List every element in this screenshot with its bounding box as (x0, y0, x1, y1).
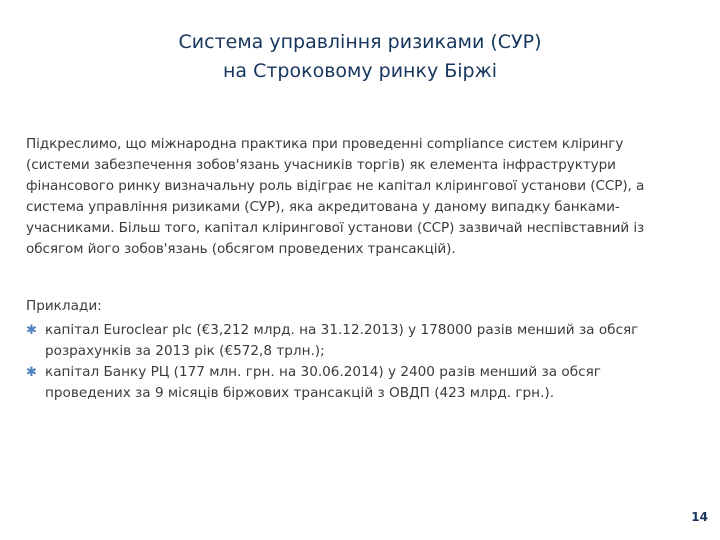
slide-title (60, 28, 660, 86)
paragraph-line: система управління ризиками (СУР), яка акредитована у даному випадку банками- (26, 199, 620, 215)
list-item (26, 362, 698, 404)
paragraph-line: Підкреслимо, що міжнародна практика при проведенні compliance систем клірингу (26, 136, 624, 152)
list-item-line-2: розрахунків за 2013 рік (€572,8 трлн.); (45, 343, 325, 359)
list-item-line-1: капітал Euroclear plc (€3,212 млрд. на 31.12.2013) у 178000 разів менший за обсяг (45, 322, 639, 338)
list-item (26, 320, 698, 362)
examples-list (26, 320, 698, 404)
intro-paragraph (26, 134, 698, 260)
paragraph-line: фінансового ринку визначальну роль відіграє не капітал клірингової установи (ССР), а (26, 178, 645, 194)
list-item-line-1: капітал Банку РЦ (177 млн. грн. на 30.06.2014) у 2400 разів менший за обсяг (45, 364, 601, 380)
asterisk-icon: ✱ (26, 365, 37, 380)
page-number: 14 (691, 510, 708, 524)
slide-title-line-1: Система управління ризиками (СУР) (178, 31, 542, 53)
paragraph-line: учасниками. Більш того, капітал клірингової установи (ССР) зазвичай неспівставний із (26, 220, 645, 236)
paragraph-line: обсягом його зобов'язань (обсягом проведених трансакцій). (26, 241, 456, 257)
list-item-line-2: проведених за 9 місяців біржових трансакцій з ОВДП (423 млрд. грн.). (45, 385, 555, 401)
slide-title-line-2: на Строковому ринку Біржі (222, 60, 498, 82)
examples-heading: Приклади: (26, 298, 102, 314)
paragraph-line: (системи забезпечення зобов'язань учасників торгів) як елемента інфраструктури (26, 157, 616, 173)
asterisk-icon: ✱ (26, 323, 37, 338)
